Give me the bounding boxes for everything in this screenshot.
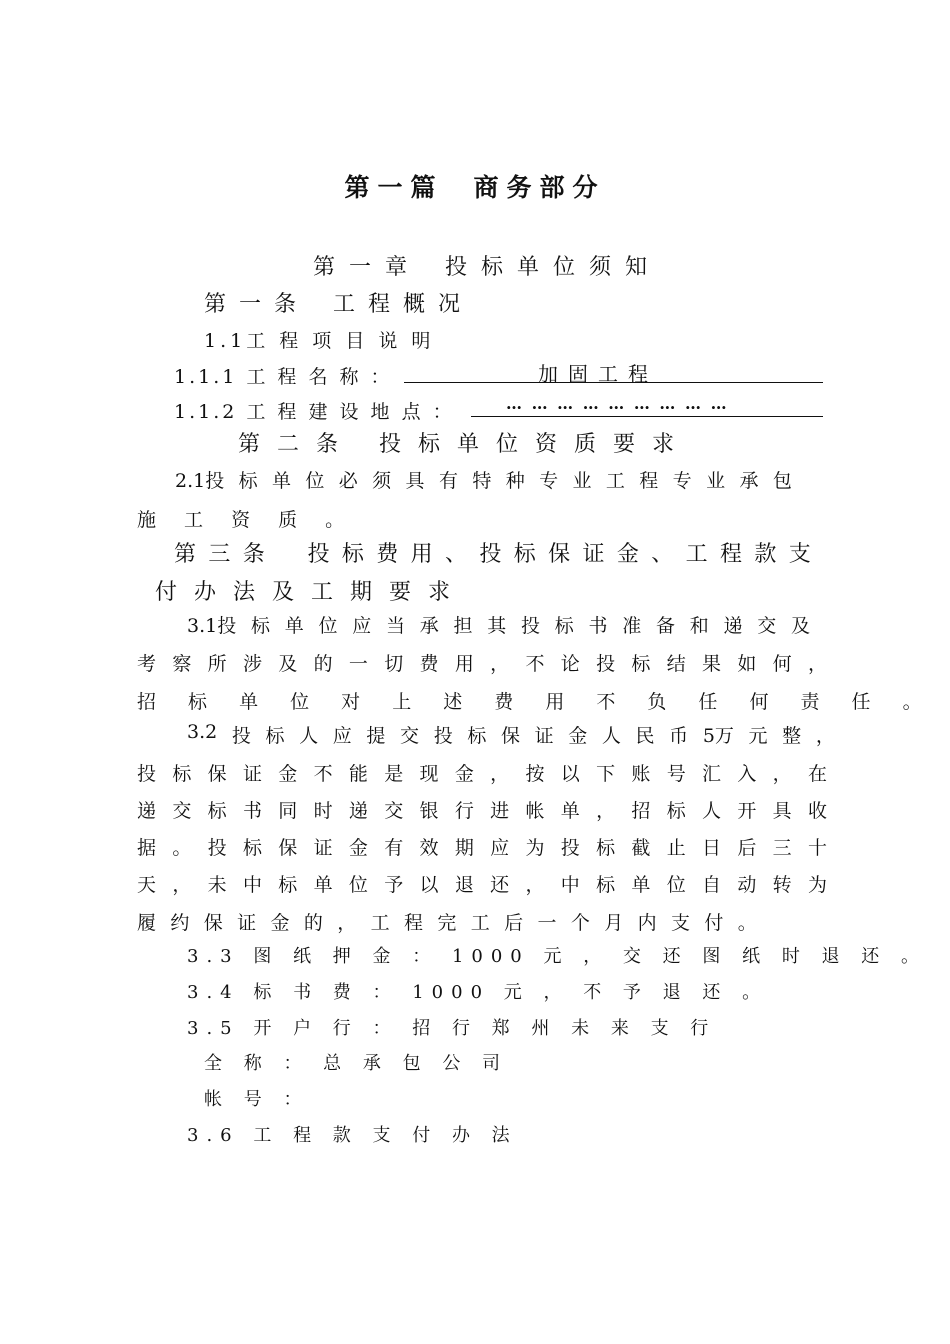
article-1-number: 第一条: [204, 292, 310, 317]
section-2-1-line-1: [175, 466, 792, 493]
text-glyph: 标: [172, 763, 192, 785]
project-location-value: … … … … … … … … …: [506, 394, 729, 413]
text-glyph: 书: [588, 615, 608, 637]
text-glyph: 论: [560, 653, 580, 675]
text-glyph: 5万: [702, 725, 734, 747]
text-glyph: 予: [384, 874, 404, 896]
text-glyph: 款: [754, 542, 777, 567]
text-glyph: 当: [385, 615, 405, 637]
text-glyph: 按: [525, 763, 545, 785]
text-glyph: 月: [604, 912, 624, 934]
text-glyph: 支: [788, 542, 811, 567]
text-glyph: 投: [137, 763, 157, 785]
text-glyph: 果: [702, 653, 722, 675]
article-2-number: 第二条: [238, 432, 356, 457]
section-3-6: 3.6 工 程 款 支 付 办 法: [187, 1125, 518, 1146]
text-glyph: 单: [560, 800, 580, 822]
text-glyph: 专: [672, 470, 692, 492]
text-glyph: 的: [313, 653, 333, 675]
section-3-4: 3.4 标 书 费 ： 1000 元 ， 不 予 退 还 。: [187, 982, 769, 1003]
text-glyph: 如: [737, 653, 757, 675]
text-glyph: ，: [525, 874, 545, 896]
text-glyph: 费: [376, 542, 399, 567]
text-glyph: 标: [238, 470, 258, 492]
text-glyph: 切: [384, 653, 404, 675]
text-glyph: 人: [601, 725, 621, 747]
text-glyph: 投: [560, 837, 580, 859]
text-glyph: 未: [207, 874, 227, 896]
text-glyph: 下: [596, 763, 616, 785]
text-glyph: 保: [203, 912, 223, 934]
text-glyph: 承: [419, 615, 439, 637]
text-glyph: 准: [622, 615, 642, 637]
text-glyph: 以: [560, 763, 580, 785]
text-glyph: 位: [666, 874, 686, 896]
text-glyph: 同: [278, 800, 298, 822]
text-glyph: 用: [410, 542, 433, 567]
text-glyph: 金: [348, 837, 368, 859]
text-glyph: 投: [231, 725, 251, 747]
text-glyph: 整: [782, 725, 802, 747]
text-glyph: 内: [637, 912, 657, 934]
text-glyph: 单: [271, 470, 291, 492]
text-glyph: 不: [313, 763, 333, 785]
text-glyph: 及: [278, 653, 298, 675]
text-glyph: 位: [348, 874, 368, 896]
text-glyph: 程: [719, 542, 742, 567]
text-glyph: 保: [500, 725, 520, 747]
text-glyph: 结: [666, 653, 686, 675]
text-glyph: 应: [352, 615, 372, 637]
text-glyph: 支: [671, 912, 691, 934]
text-glyph: 交: [172, 800, 192, 822]
section-3-2-line-6: [137, 908, 757, 935]
text-glyph: 金: [270, 912, 290, 934]
text-glyph: 第: [174, 542, 197, 567]
text-glyph: 工: [370, 912, 390, 934]
text-glyph: 据: [137, 837, 157, 859]
article-1-heading: [204, 287, 473, 318]
text-glyph: 帐: [525, 800, 545, 822]
text-glyph: 个: [570, 912, 590, 934]
section-3-1-line-2: [137, 649, 827, 676]
text-glyph: 证: [534, 725, 554, 747]
part-title-number: 第一篇: [344, 173, 444, 202]
text-glyph: 进: [490, 800, 510, 822]
text-glyph: 完: [437, 912, 457, 934]
article-3-heading-line-1: [174, 537, 811, 568]
text-glyph: 履: [137, 912, 157, 934]
text-glyph: 投: [479, 542, 502, 567]
text-glyph: ，: [596, 800, 616, 822]
account-number: 帐 号 ：: [204, 1089, 310, 1110]
text-glyph: 书: [242, 800, 262, 822]
text-glyph: 。: [172, 837, 192, 859]
chapter-title: [313, 250, 661, 281]
text-glyph: 十: [807, 837, 827, 859]
text-glyph: 是: [384, 763, 404, 785]
project-name-value: 加固工程: [538, 362, 658, 386]
text-glyph: 退: [454, 874, 474, 896]
text-glyph: 递: [723, 615, 743, 637]
text-glyph: ，: [172, 874, 192, 896]
section-3-2-line-3: [137, 796, 827, 823]
text-glyph: 还: [490, 874, 510, 896]
text-glyph: 何: [772, 653, 792, 675]
text-glyph: 其: [487, 615, 507, 637]
text-glyph: 收: [807, 800, 827, 822]
section-3-5: 3.5 开 户 行 ： 招 行 郑 州 未 来 支 行: [187, 1018, 717, 1039]
text-glyph: 人: [299, 725, 319, 747]
text-glyph: 投: [307, 542, 330, 567]
text-glyph: 种: [505, 470, 525, 492]
text-glyph: 汇: [702, 763, 722, 785]
text-glyph: 、: [444, 542, 467, 567]
text-glyph: 投: [596, 653, 616, 675]
text-glyph: 不: [525, 653, 545, 675]
text-glyph: ，: [490, 653, 510, 675]
text-glyph: 动: [737, 874, 757, 896]
text-glyph: 提: [366, 725, 386, 747]
text-glyph: 行: [454, 800, 474, 822]
text-glyph: 工: [470, 912, 490, 934]
text-glyph: 开: [737, 800, 757, 822]
text-glyph: 程: [404, 912, 424, 934]
text-glyph: 单: [631, 874, 651, 896]
text-glyph: 证: [313, 837, 333, 859]
text-glyph: 、: [651, 542, 674, 567]
text-glyph: 人: [702, 800, 722, 822]
text-glyph: 标: [341, 542, 364, 567]
text-glyph: 递: [348, 800, 368, 822]
text-glyph: 用: [454, 653, 474, 675]
part-title: [0, 168, 950, 204]
section-1-1-1-label: 1.1.1 工 程 名 称 ：: [174, 366, 393, 388]
article-3-heading-line-2: 付办法及工期要求: [155, 580, 468, 605]
text-glyph: 投: [433, 725, 453, 747]
text-glyph: ，: [490, 763, 510, 785]
text-glyph: 标: [207, 800, 227, 822]
text-glyph: 特: [472, 470, 492, 492]
article-2-title: 投标单位资质要求: [379, 432, 692, 457]
text-glyph: 工: [685, 542, 708, 567]
text-glyph: 自: [702, 874, 722, 896]
text-glyph: 后: [737, 837, 757, 859]
text-glyph: 3.1投: [187, 615, 237, 637]
text-glyph: 中: [560, 874, 580, 896]
text-glyph: 须: [372, 470, 392, 492]
text-glyph: 交: [384, 800, 404, 822]
text-glyph: 投: [520, 615, 540, 637]
article-2-heading: [238, 427, 691, 458]
text-glyph: 承: [739, 470, 759, 492]
text-glyph: 有: [438, 470, 458, 492]
text-glyph: 业: [706, 470, 726, 492]
text-glyph: 元: [748, 725, 768, 747]
text-glyph: 止: [666, 837, 686, 859]
text-glyph: 号: [666, 763, 686, 785]
text-glyph: 条: [242, 542, 265, 567]
text-glyph: 必: [338, 470, 358, 492]
text-glyph: 保: [278, 837, 298, 859]
text-glyph: 招: [631, 800, 651, 822]
article-1-title: 工程概况: [333, 292, 474, 317]
text-glyph: 专: [539, 470, 559, 492]
text-glyph: 位: [305, 470, 325, 492]
text-glyph: 应: [490, 837, 510, 859]
text-glyph: 具: [772, 800, 792, 822]
text-glyph: 费: [419, 653, 439, 675]
text-glyph: 。: [737, 912, 757, 934]
text-glyph: 工: [605, 470, 625, 492]
text-glyph: 察: [172, 653, 192, 675]
text-glyph: 交: [757, 615, 777, 637]
text-glyph: 标: [250, 615, 270, 637]
text-glyph: 标: [242, 837, 262, 859]
text-glyph: 标: [278, 874, 298, 896]
text-glyph: 付: [704, 912, 724, 934]
text-glyph: 保: [207, 763, 227, 785]
text-glyph: 投: [207, 837, 227, 859]
text-glyph: 金: [616, 542, 639, 567]
text-glyph: 标: [666, 800, 686, 822]
section-1-1: 1.1工 程 项 目 说 明: [204, 330, 435, 352]
section-1-1-2-label: 1.1.2 工 程 建 设 地 点 ：: [174, 401, 455, 423]
text-glyph: 能: [348, 763, 368, 785]
text-glyph: 币: [669, 725, 689, 747]
text-glyph: 标: [631, 653, 651, 675]
text-glyph: 证: [237, 912, 257, 934]
text-glyph: 所: [207, 653, 227, 675]
text-glyph: 担: [453, 615, 473, 637]
text-glyph: 银: [419, 800, 439, 822]
text-glyph: 时: [313, 800, 333, 822]
text-glyph: 金: [278, 763, 298, 785]
text-glyph: 具: [405, 470, 425, 492]
text-glyph: ，: [815, 725, 835, 747]
section-3-1-line-3: 招 标 单 位 对 上 述 费 用 不 负 任 何 责 任 。: [137, 691, 935, 713]
account-full-name: 全 称 ： 总 承 包 公 司: [204, 1053, 509, 1074]
text-glyph: 为: [807, 874, 827, 896]
text-glyph: 证: [582, 542, 605, 567]
text-glyph: 标: [554, 615, 574, 637]
text-glyph: 效: [419, 837, 439, 859]
text-glyph: 涉: [242, 653, 262, 675]
text-glyph: 以: [419, 874, 439, 896]
text-glyph: ，: [807, 653, 827, 675]
section-3-1-line-1: [187, 611, 810, 638]
text-glyph: 民: [635, 725, 655, 747]
text-glyph: 三: [208, 542, 231, 567]
text-glyph: 在: [807, 763, 827, 785]
text-glyph: 交: [400, 725, 420, 747]
text-glyph: ，: [772, 763, 792, 785]
text-glyph: 应: [332, 725, 352, 747]
text-glyph: 中: [242, 874, 262, 896]
section-3-2-line-1: [187, 721, 835, 748]
text-glyph: 3.2: [187, 721, 218, 743]
section-3-3: 3.3 图 纸 押 金 ： 1000 元 ， 交 还 图 纸 时 退 还 。: [187, 946, 927, 967]
text-glyph: 程: [639, 470, 659, 492]
text-glyph: [277, 537, 295, 568]
chapter-text: 投标单位须知: [445, 255, 662, 280]
text-glyph: 标: [265, 725, 285, 747]
text-glyph: 一: [348, 653, 368, 675]
text-glyph: 证: [242, 763, 262, 785]
text-glyph: 2.1投: [175, 470, 225, 492]
text-glyph: 一: [537, 912, 557, 934]
text-glyph: 有: [384, 837, 404, 859]
text-glyph: 三: [772, 837, 792, 859]
section-2-1-line-2: 施 工 资 质 。: [137, 509, 356, 531]
text-glyph: 标: [596, 874, 616, 896]
text-glyph: ，: [337, 912, 357, 934]
text-glyph: 标: [467, 725, 487, 747]
text-glyph: 的: [303, 912, 323, 934]
text-glyph: 和: [689, 615, 709, 637]
text-glyph: 考: [137, 653, 157, 675]
text-glyph: 为: [525, 837, 545, 859]
text-glyph: 位: [318, 615, 338, 637]
text-glyph: 账: [631, 763, 651, 785]
text-glyph: 保: [548, 542, 571, 567]
section-3-2-line-4: [137, 833, 827, 860]
text-glyph: 包: [772, 470, 792, 492]
text-glyph: 入: [737, 763, 757, 785]
chapter-number: 第一章: [313, 255, 422, 280]
text-glyph: 现: [419, 763, 439, 785]
text-glyph: 单: [313, 874, 333, 896]
text-glyph: 单: [284, 615, 304, 637]
text-glyph: 转: [772, 874, 792, 896]
text-glyph: 截: [631, 837, 651, 859]
text-glyph: 业: [572, 470, 592, 492]
text-glyph: 标: [513, 542, 536, 567]
text-glyph: 金: [454, 763, 474, 785]
text-glyph: 标: [596, 837, 616, 859]
text-glyph: 约: [170, 912, 190, 934]
text-glyph: 备: [655, 615, 675, 637]
section-3-2-line-5: [137, 870, 827, 897]
part-title-text: 商务部分: [473, 173, 606, 202]
text-glyph: 期: [454, 837, 474, 859]
text-glyph: 后: [504, 912, 524, 934]
section-3-2-line-2: [137, 759, 827, 786]
text-glyph: 递: [137, 800, 157, 822]
text-glyph: 金: [568, 725, 588, 747]
text-glyph: 及: [790, 615, 810, 637]
text-glyph: 日: [702, 837, 722, 859]
text-glyph: 天: [137, 874, 157, 896]
